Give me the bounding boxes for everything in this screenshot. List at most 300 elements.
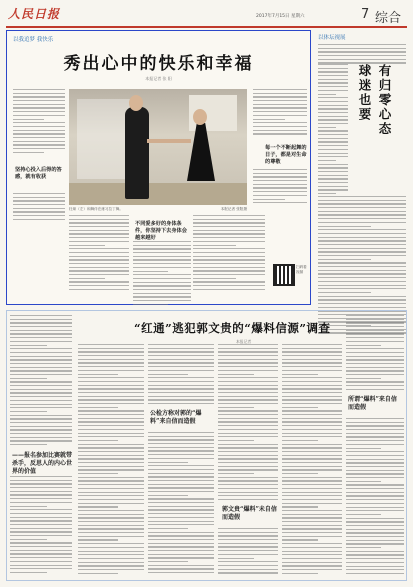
body-text-line [318,64,348,65]
body-text-line [253,169,307,170]
lower-headline[interactable]: “红通”逃犯郭文贵的“爆料信源”调查 [134,321,331,335]
body-text-line [318,138,348,139]
body-text-line [282,525,342,526]
right-column-title-1[interactable]: 球迷也要 [357,64,372,122]
body-text-line [318,167,348,168]
body-text-line [78,455,144,456]
body-text-line [78,447,144,448]
body-text-line [346,507,404,508]
body-text-line [13,204,65,205]
feature-column-bottom-2 [133,241,191,305]
body-text-line [282,388,342,389]
body-text-line [318,123,348,124]
body-text-line [318,196,406,197]
body-text-line [318,119,348,120]
body-text-line [318,189,348,190]
body-text-line [148,359,214,360]
body-text-line [69,289,129,290]
body-text-line [318,193,336,194]
lower-column-1b [10,476,72,573]
body-text-line [218,539,278,540]
body-text-line [133,304,168,305]
body-text-line [346,333,404,334]
lower-column-6b [346,418,404,574]
body-text-line [318,237,406,238]
body-text-line [148,370,214,371]
body-text-line [78,410,144,411]
body-text-line [78,370,144,371]
body-text-line [318,145,348,146]
body-text-line [78,562,144,563]
body-text-line [318,175,348,176]
body-text-line [10,392,72,393]
body-text-line [10,528,72,529]
body-text-line [133,241,191,242]
body-text-line [69,285,129,286]
body-text-line [282,532,342,533]
body-text-line [346,348,404,349]
body-text-line [69,274,129,275]
body-text-line [218,351,278,352]
body-text-line [318,130,348,131]
body-text-line [218,572,278,573]
body-text-line [78,436,144,437]
body-text-line [10,418,72,419]
body-text-line [69,256,129,257]
body-text-line [282,348,342,349]
body-text-line [10,444,47,445]
body-text-line [10,330,72,331]
body-text-line [282,573,318,574]
body-text-line [10,494,72,495]
body-text-line [282,558,342,559]
body-text-line [346,448,381,449]
body-text-line [133,300,191,301]
body-text-line [346,525,404,526]
body-text-line [13,122,65,123]
body-text-line [78,458,144,459]
lower-column-4 [218,344,278,500]
body-text-line [318,71,348,72]
body-text-line [148,403,214,404]
body-text-line [148,351,214,352]
body-text-line [10,385,72,386]
body-text-line [346,481,381,482]
body-text-line [282,366,342,367]
body-text-line [346,330,404,331]
body-text-line [10,572,47,573]
body-text-line [318,281,406,282]
body-text-line [253,96,307,97]
body-text-line [148,355,214,356]
body-text-line [10,553,72,554]
body-text-line [318,48,406,49]
body-text-line [193,226,265,227]
body-text-line [13,141,65,142]
body-text-line [318,259,371,260]
body-text-line [282,562,342,563]
body-text-line [282,477,342,478]
body-text-line [346,532,404,533]
body-text-line [282,565,342,566]
body-text-line [218,381,278,382]
body-text-line [218,362,278,363]
body-text-line [218,565,278,566]
body-text-line [13,133,65,134]
body-text-line [318,127,336,128]
body-text-line [133,248,191,249]
body-text-line [218,396,278,397]
body-text-line [282,362,342,363]
body-text-line [253,202,307,203]
body-text-line [282,403,342,404]
body-text-line [282,381,342,382]
right-column-intro [318,44,406,64]
body-text-line [318,141,348,142]
body-text-line [282,374,318,375]
body-text-line [318,255,406,256]
feature-article[interactable] [6,30,311,305]
body-text-line [148,439,214,440]
lower-column-2 [78,344,144,574]
body-text-line [218,480,278,481]
body-text-line [69,245,105,246]
body-text-line [13,144,65,145]
body-text-line [218,532,278,533]
body-text-line [78,506,118,507]
body-text-line [218,385,278,386]
body-text-line [282,495,342,496]
body-text-line [318,270,406,271]
body-text-line [148,381,214,382]
body-text-line [346,477,404,478]
body-text-line [218,374,254,375]
body-text-line [148,388,214,389]
lower-column-6 [346,315,404,390]
body-text-line [78,554,144,555]
right-kicker: 以体坛视展 [318,35,346,41]
body-text-line [318,68,348,69]
body-text-line [318,240,406,241]
body-text-line [218,377,278,378]
lower-column-1 [10,315,72,445]
body-text-line [318,160,336,161]
body-text-line [69,248,129,249]
body-text-line [133,271,168,272]
body-text-line [13,100,65,101]
body-text-line [282,418,342,419]
body-text-line [346,473,404,474]
body-text-line [133,259,191,260]
body-text-line [253,122,307,123]
body-text-line [10,341,72,342]
body-text-line [218,355,278,356]
body-text-line [10,396,72,397]
body-text-line [69,237,129,238]
body-text-line [148,535,214,536]
body-text-line [78,351,144,352]
body-text-line [346,444,404,445]
body-text-line [78,547,144,548]
body-text-line [69,278,105,279]
body-text-line [282,506,318,507]
body-text-line [13,215,65,216]
body-text-line [10,389,72,390]
body-text-line [218,414,278,415]
body-text-line [10,480,72,481]
body-text-line [253,115,307,116]
body-text-line [253,176,307,177]
body-text-line [133,285,191,286]
body-text-line [282,554,342,555]
body-text-line [318,299,406,300]
body-text-line [346,337,404,338]
body-text-line [318,156,348,157]
body-text-line [78,344,144,345]
body-text-line [78,421,144,422]
body-text-line [10,476,72,477]
body-text-line [133,289,191,290]
feature-headline[interactable]: 秀出心中的快乐和幸福 [63,54,254,74]
body-text-line [253,187,307,188]
body-text-line [10,415,72,416]
body-text-line [10,429,72,430]
feature-pull-quote-3: 不同爱多好的身体条件，你坚持下去身体会越来越好 [135,221,187,241]
body-text-line [148,568,214,569]
body-text-line [13,148,65,149]
body-text-line [148,521,214,522]
body-text-line [218,561,278,562]
body-text-line [13,208,65,209]
body-text-line [78,503,144,504]
body-text-line [78,532,144,533]
body-text-line [13,104,65,105]
body-text-line [318,277,406,278]
body-text-line [13,211,65,212]
body-text-line [253,133,307,134]
body-text-line [78,462,144,463]
body-text-line [78,525,144,526]
body-text-line [346,385,404,386]
body-text-line [78,473,118,474]
body-text-line [10,531,72,532]
body-text-line [78,492,144,493]
lower-column-3b [148,432,214,573]
body-text-line [148,550,214,551]
body-text-line [69,241,129,242]
body-text-line [10,404,72,405]
body-text-line [318,112,348,113]
body-text-line [10,370,72,371]
body-text-line [318,251,406,252]
body-text-line [78,366,144,367]
photo-caption [69,207,247,212]
body-text-line [148,436,214,437]
body-text-line [282,462,342,463]
body-text-line [148,487,214,488]
body-text-line [69,267,129,268]
body-text-line [10,374,72,375]
body-text-line [346,529,404,530]
qr-code-icon[interactable] [273,264,295,286]
body-text-line [282,344,342,345]
body-text-line [318,149,348,150]
body-text-line [193,263,265,264]
body-text-line [346,389,404,390]
body-text-line [78,569,144,570]
body-text-line [10,506,47,507]
body-text-line [282,436,342,437]
body-text-line [346,459,404,460]
body-text-line [10,348,72,349]
body-text-line [133,252,191,253]
body-text-line [78,521,144,522]
body-text-line [282,528,342,529]
body-text-line [10,411,47,412]
body-text-line [78,536,144,537]
body-text-line [78,543,144,544]
lower-column-3 [148,344,214,404]
body-text-line [253,100,307,101]
lower-subhead-4: 所谓“爆料”来自信而造假 [348,396,397,411]
body-text-line [13,119,44,120]
body-text-line [346,381,404,382]
body-text-line [346,429,404,430]
body-text-line [218,558,254,559]
body-text-line [318,44,406,45]
body-text-line [282,469,342,470]
body-text-line [218,392,278,393]
body-text-line [10,546,72,547]
body-text-line [318,79,348,80]
body-text-line [78,374,118,375]
body-text-line [218,399,278,400]
body-text-line [148,374,188,375]
body-text-line [13,89,65,90]
body-text-line [282,421,342,422]
body-text-line [10,491,72,492]
body-text-line [148,532,214,533]
body-text-line [282,466,342,467]
masthead [6,4,407,28]
body-text-line [318,51,406,52]
body-text-line [218,466,278,467]
body-text-line [10,322,72,323]
body-text-line [10,363,72,364]
body-text-line [78,514,144,515]
section-name: 综合 [375,11,402,26]
body-text-line [78,385,144,386]
body-text-line [10,367,72,368]
body-text-line [318,153,348,154]
body-text-line [193,267,265,268]
body-text-line [253,173,307,174]
body-text-line [193,245,236,246]
body-text-line [346,326,404,327]
body-text-line [133,263,191,264]
body-text-line [10,333,72,334]
body-text-line [218,388,278,389]
body-text-line [148,546,214,547]
body-text-line [218,444,278,445]
body-text-line [218,359,278,360]
body-text-line [148,473,214,474]
body-text-line [13,115,65,116]
body-text-line [346,503,404,504]
body-text-line [318,285,406,286]
body-text-line [218,366,278,367]
body-text-line [318,226,371,227]
issue-date: 2017年7月15日 星期六 [256,14,305,19]
body-text-line [10,517,72,518]
body-text-line [148,377,214,378]
body-text-line [218,535,278,536]
body-text-line [148,462,188,463]
body-text-line [13,111,65,112]
body-text-line [193,241,265,242]
body-text-line [282,396,342,397]
body-text-line [148,450,214,451]
body-text-line [282,521,342,522]
feature-kicker: 以我追梦 我快乐 [13,37,54,43]
lower-subhead-2: 公检方称对郭的“爆料”来自信而造假 [150,410,202,425]
body-text-line [318,266,406,267]
body-text-line [69,222,129,223]
body-text-line [346,551,404,552]
body-text-line [10,345,47,346]
body-text-line [78,388,144,389]
body-text-line [148,502,214,503]
body-text-line [148,539,214,540]
qr-label: 扫码看视频 [296,265,307,274]
body-text-line [282,551,342,552]
body-text-line [218,569,278,570]
body-text-line [282,385,342,386]
body-text-line [218,477,278,478]
body-text-line [69,230,129,231]
right-column-title-2[interactable]: 有归零心态 [377,64,392,137]
body-text-line [318,90,348,91]
body-text-line [218,403,278,404]
body-text-line [10,487,72,488]
body-text-line [346,378,381,379]
body-text-line [148,543,214,544]
dance-photo[interactable] [69,89,247,205]
newspaper-logo: 人民日报 [8,7,61,21]
body-text-line [69,215,129,216]
body-text-line [346,536,404,537]
body-text-line [218,455,278,456]
body-text-line [78,558,144,559]
lower-subhead-3: 郭文贵“爆料”未自信而造假 [222,506,277,521]
body-text-line [10,568,72,569]
body-text-line [318,233,406,234]
body-text-line [148,458,214,459]
body-text-line [148,480,214,481]
body-text-line [78,377,144,378]
body-text-line [253,199,285,200]
body-text-line [13,93,65,94]
body-text-line [346,492,404,493]
body-text-line [69,252,129,253]
body-text-line [148,348,214,349]
body-text-line [148,572,214,573]
body-text-line [218,418,278,419]
body-text-line [13,197,65,198]
body-text-line [193,274,265,275]
body-text-line [193,219,265,220]
body-text-line [218,344,278,345]
